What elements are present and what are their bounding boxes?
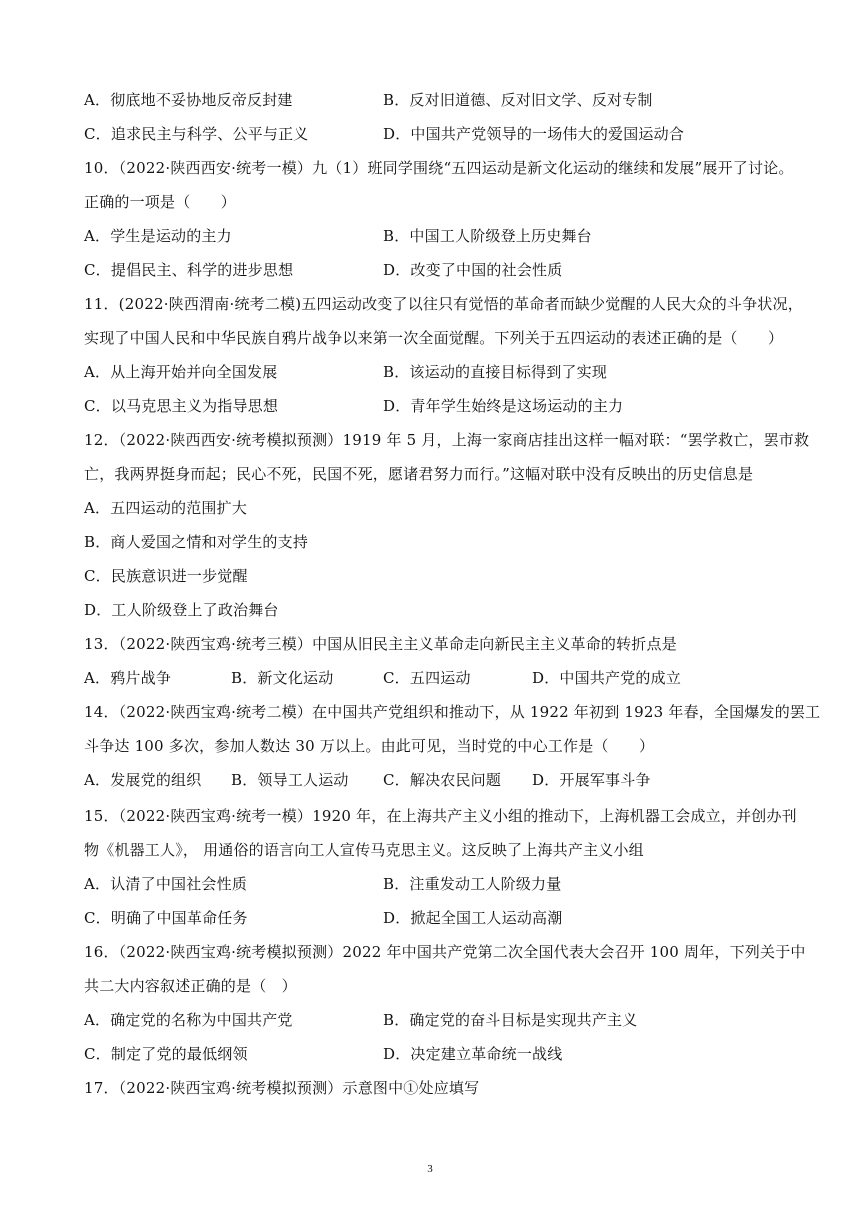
q13-stem-line1: 13．（2022·陕西宝鸡·统考三模）中国从旧民主主义革命走向新民主主义革命的转折点是 <box>84 635 677 653</box>
q9-option-d: D．中国共产党领导的一场伟大的爱国运动合 <box>383 125 685 143</box>
q15-stem-line1: 15．（2022·陕西宝鸡·统考一模）1920 年，在上海共产主义小组的推动下，上海机器工会成立，并创办刊 <box>84 807 797 825</box>
q16-row-ab <box>84 1010 638 1030</box>
q9-option-c: C．追求民主与科学、公平与正义 <box>84 125 309 143</box>
q14-option-c: C．解决农民问题 <box>383 771 502 789</box>
q13-option-a: A．鸦片战争 <box>84 669 172 687</box>
q12-option-c: C．民族意识进一步觉醒 <box>84 567 248 585</box>
q10-row-ab <box>84 226 592 246</box>
q15-row-ab <box>84 874 562 894</box>
q9-option-a: A．彻底地不妥协地反帝反封建 <box>84 91 293 109</box>
q15-option-d: D．掀起全国工人运动高潮 <box>383 909 563 927</box>
q11-option-b: B．该运动的直接目标得到了实现 <box>383 363 608 381</box>
q11-option-a: A．从上海开始并向全国发展 <box>84 363 278 381</box>
q12-option-d: D．工人阶级登上了政治舞台 <box>84 601 279 619</box>
q17-stem-line1: 17．（2022·陕西宝鸡·统考模拟预测）示意图中①处应填写 <box>84 1079 480 1097</box>
q14-stem-line1: 14．（2022·陕西宝鸡·统考二模）在中国共产党组织和推动下，从 1922 年初到 1923 年春，全国爆发的罢工 <box>84 703 821 721</box>
q14-option-d: D．开展军事斗争 <box>532 771 651 789</box>
q10-option-d: D．改变了中国的社会性质 <box>383 261 563 279</box>
q14-option-b: B．领导工人运动 <box>231 771 349 789</box>
q15-stem-line2: 物《机器工人》， 用通俗的语言向工人宣传马克思主义。这反映了上海共产主义小组 <box>84 841 644 859</box>
q9-option-b: B．反对旧道德、反对旧文学、反对专制 <box>383 91 653 109</box>
q11-option-d: D．青年学生始终是这场运动的主力 <box>383 397 624 415</box>
q12-option-a: A．五四运动的范围扩大 <box>84 499 248 517</box>
q14-option-a: A．发展党的组织 <box>84 771 202 789</box>
q15-option-a: A．认清了中国社会性质 <box>84 875 248 893</box>
q11-row-ab <box>84 362 608 382</box>
q15-row-cd <box>84 908 563 928</box>
q11-option-c: C．以马克思主义为指导思想 <box>84 397 279 415</box>
q16-stem-line2: 共二大内容叙述正确的是（ ） <box>84 977 297 995</box>
q15-option-b: B．注重发动工人阶级力量 <box>383 875 562 893</box>
q10-stem-line2: 正确的一项是（ ） <box>84 193 237 211</box>
page-number: 3 <box>427 1163 433 1175</box>
q12-stem-line2: 亡，我两界挺身而起；民心不死，民国不死，愿诸君努力而行。”这幅对联中没有反映出的历史信息是 <box>84 465 754 483</box>
q14-stem-line2: 斗争达 100 多次，参加人数达 30 万以上。由此可见，当时党的中心工作是（ ） <box>84 737 655 755</box>
q13-option-d: D．中国共产党的成立 <box>532 669 682 687</box>
q11-row-cd <box>84 396 624 416</box>
q16-option-b: B．确定党的奋斗目标是实现共产主义 <box>383 1011 638 1029</box>
q16-row-cd <box>84 1044 563 1064</box>
q12-option-b: B．商人爱国之情和对学生的支持 <box>84 533 309 551</box>
q13-option-b: B．新文化运动 <box>231 669 334 687</box>
q9-row-ab <box>84 90 653 110</box>
q16-option-c: C．制定了党的最低纲领 <box>84 1045 248 1063</box>
q10-row-cd <box>84 260 563 280</box>
q13-option-c: C．五四运动 <box>383 669 471 687</box>
q11-stem-line1: 11．(2022·陕西渭南·统考二模)五四运动改变了以往只有觉悟的革命者而缺少觉醒的人民大众的斗争状况， <box>84 295 803 313</box>
q10-option-b: B．中国工人阶级登上历史舞台 <box>383 227 592 245</box>
q9-row-cd <box>84 124 685 144</box>
q10-option-a: A．学生是运动的主力 <box>84 227 232 245</box>
q16-option-d: D．决定建立革命统一战线 <box>383 1045 563 1063</box>
q16-option-a: A．确定党的名称为中国共产党 <box>84 1011 293 1029</box>
q10-stem-line1: 10．（2022·陕西西安·统考一模）九（1）班同学围绕“五四运动是新文化运动的继续和发展”展开了讨论。 <box>84 159 794 177</box>
q10-option-c: C．提倡民主、科学的进步思想 <box>84 261 294 279</box>
q11-stem-line2: 实现了中国人民和中华民族自鸦片战争以来第一次全面觉醒。下列关于五四运动的表述正确的是（ ） <box>84 329 784 347</box>
q16-stem-line1: 16．（2022·陕西宝鸡·统考模拟预测）2022 年中国共产党第二次全国代表大会召开 100 周年，下列关于中 <box>84 943 806 961</box>
q12-stem-line1: 12．（2022·陕西西安·统考模拟预测）1919 年 5 月，上海一家商店挂出这样一幅对联：“罢学救亡，罢市救 <box>84 431 810 449</box>
q15-option-c: C．明确了中国革命任务 <box>84 909 248 927</box>
